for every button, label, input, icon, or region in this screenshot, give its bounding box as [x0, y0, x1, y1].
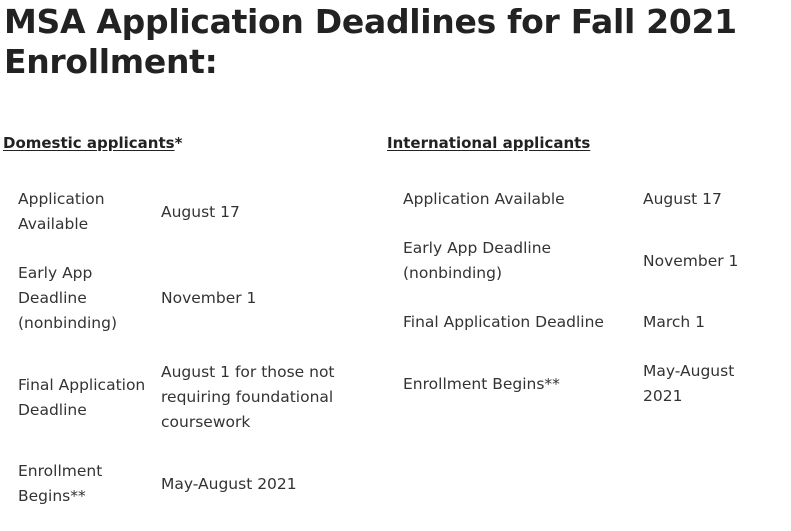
table-row-value: August 1 for those not requiring foundational coursework [161, 363, 335, 431]
table-row-label: Enrollment Begins** [18, 462, 103, 505]
international-applicants-link[interactable]: International applicants [387, 134, 591, 152]
table-row-label: Final Application Deadline [403, 313, 604, 331]
international-applicants-heading [387, 133, 590, 153]
table-row-value: May-August 2021 [643, 362, 735, 405]
table-row-value: May-August 2021 [161, 474, 297, 493]
table-row-label: Application Available [403, 190, 565, 208]
table-row-label: Final Application Deadline [18, 375, 146, 419]
table-row-value: August 17 [161, 202, 240, 221]
table-row-value: November 1 [161, 289, 257, 307]
table-row-label: Enrollment Begins** [403, 374, 560, 393]
table-row-value: March 1 [643, 313, 706, 331]
table-row-label: Application Available [18, 190, 105, 233]
table-row-value: August 17 [643, 190, 722, 208]
table-row-value: November 1 [643, 251, 739, 270]
page-title: MSA Application Deadlines for Fall 2021 Enrollment: [4, 2, 737, 81]
domestic-applicants-link[interactable]: Domestic applicants [3, 134, 175, 152]
domestic-heading-footnote-mark: * [174, 134, 183, 152]
domestic-applicants-heading [3, 133, 182, 153]
table-row-label: Early App Deadline (nonbinding) [18, 264, 118, 332]
table-row-label: Early App Deadline (nonbinding) [403, 239, 552, 282]
